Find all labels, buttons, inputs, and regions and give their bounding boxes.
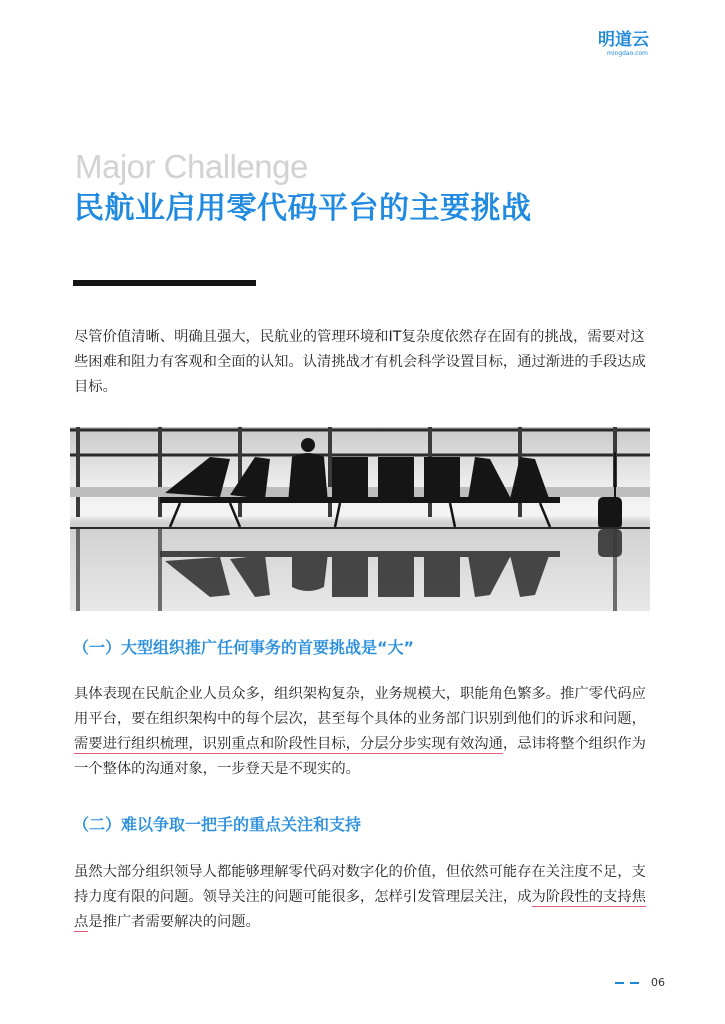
- title-divider: [73, 280, 256, 286]
- airport-waiting-hall-photo: [70, 427, 650, 611]
- section-paragraph-1: [74, 682, 652, 782]
- highlighted-text: 需要进行组织梳理，识别重点和阶段性目标，分层分步实现有效沟通: [74, 736, 503, 752]
- page-footer: [615, 976, 665, 989]
- dash-decoration: [615, 982, 624, 984]
- brand-name: 明道云: [598, 30, 649, 50]
- paragraph-text: 是推广者需要解决的问题。: [88, 914, 260, 930]
- brand-logo: [598, 30, 658, 58]
- intro-paragraph: 尽管价值清晰、明确且强大，民航业的管理环境和IT复杂度依然存在固有的挑战，需要对这些困难和阻力有客观和全面的认知。认清挑战才有机会科学设置目标，通过渐进的手段达成目标。: [74, 329, 646, 395]
- page-title: 民航业启用零代码平台的主要挑战: [74, 191, 532, 226]
- paragraph-text: 具体表现在民航企业人员众多，组织架构复杂，业务规模大，职能角色繁多。推广零代码应用平台，要在组织架构中的每个层次，甚至每个具体的业务部门识别到他们的诉求和问题，: [74, 686, 646, 727]
- brand-domain: mingdao.com: [607, 50, 648, 57]
- page-title-english: Major Challenge: [75, 148, 308, 185]
- section-paragraph-2: [74, 860, 652, 935]
- section-heading-1: （一）大型组织推广任何事务的首要挑战是“大”: [73, 638, 415, 657]
- paragraph-text: ，忌讳将整个组织作为一个整体的沟通对象，一步登天是不现实的。: [74, 736, 646, 777]
- paragraph-text: 虽然大部分组织领导人都能够理解零代码对数字化的价值，但依然可能存在关注度不足，支持力度有限的问题。领导关注的问题可能很多，怎样引发管理层关注，成: [74, 864, 646, 905]
- dash-decoration: [630, 982, 639, 984]
- page-number: 06: [651, 976, 665, 989]
- section-heading-2: （二）难以争取一把手的重点关注和支持: [73, 815, 362, 834]
- highlighted-text: 为阶段性的支持焦点: [74, 889, 646, 930]
